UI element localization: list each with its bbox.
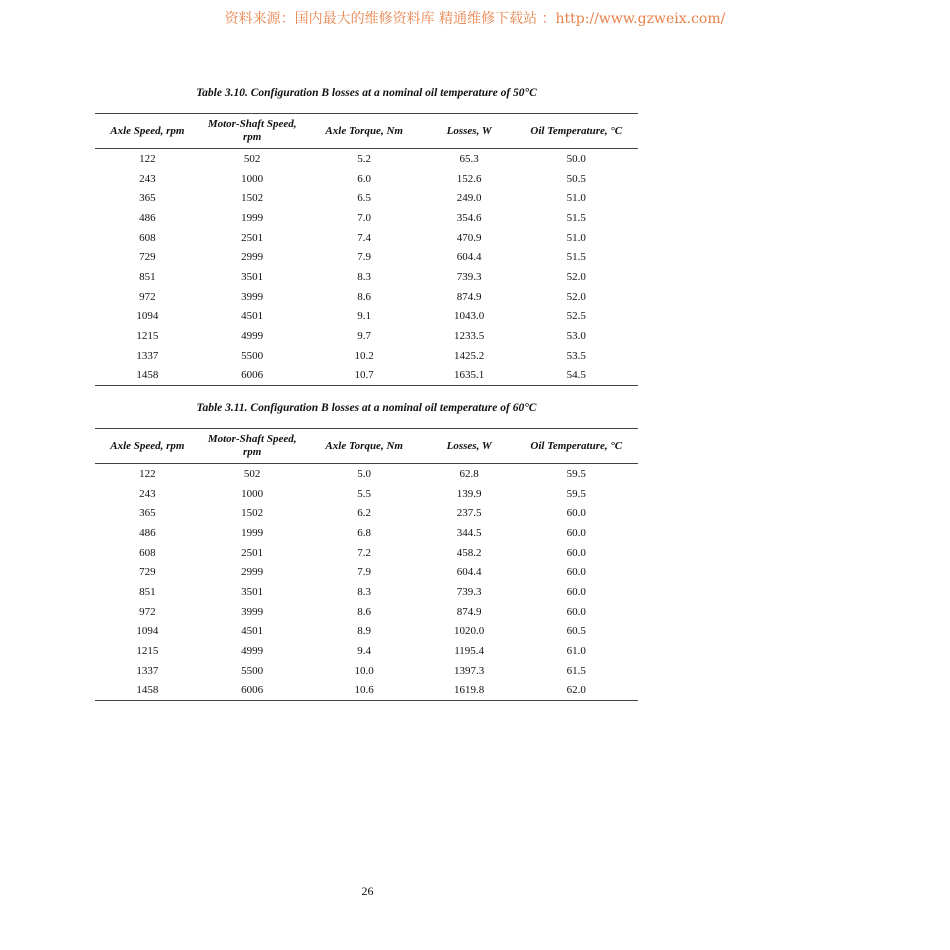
oil-temperature-cell: 51.5 xyxy=(566,251,586,264)
oil-temperature-cell: 59.5 xyxy=(566,467,586,480)
axle-torque-cell: 8.9 xyxy=(357,625,372,638)
oil-temperature-cell: 52.0 xyxy=(566,290,586,303)
motor-shaft-speed-cell: 5500 xyxy=(241,664,264,677)
table-3-11 xyxy=(95,428,638,701)
oil-temperature-cell: 51.0 xyxy=(566,192,586,205)
losses-cell: 1043.0 xyxy=(454,310,485,323)
motor-shaft-speed-cell: 3999 xyxy=(241,605,264,618)
table-row xyxy=(95,641,638,661)
oil-temperature-cell: 61.0 xyxy=(566,645,586,658)
losses-cell: 1397.3 xyxy=(454,664,485,677)
axle-torque-cell: 7.2 xyxy=(357,546,372,559)
oil-temperature-cell: 59.5 xyxy=(566,487,586,500)
table-row xyxy=(95,307,638,327)
motor-shaft-speed-cell: 1999 xyxy=(241,211,264,224)
oil-temperature-cell: 54.5 xyxy=(566,369,586,382)
axle-speed-cell: 972 xyxy=(139,605,156,618)
motor-shaft-speed-cell: 1000 xyxy=(241,487,264,500)
oil-temperature-cell: 61.5 xyxy=(566,664,586,677)
axle-speed-cell: 243 xyxy=(139,487,156,500)
oil-temperature-cell: 52.5 xyxy=(566,310,586,323)
axle-torque-cell: 8.3 xyxy=(357,585,372,598)
axle-torque-cell: 6.2 xyxy=(357,507,372,520)
losses-cell: 739.3 xyxy=(456,270,482,283)
motor-shaft-speed-cell: 2999 xyxy=(241,566,264,579)
losses-cell: 1425.2 xyxy=(454,349,485,362)
table-row xyxy=(95,602,638,622)
axle-speed-cell: 729 xyxy=(139,251,156,264)
table-row xyxy=(95,287,638,307)
col-header-axle-torque: Axle Torque, Nm xyxy=(305,114,424,149)
table-row xyxy=(95,366,638,386)
axle-speed-cell: 1458 xyxy=(136,369,159,382)
losses-cell: 237.5 xyxy=(456,507,482,520)
losses-cell: 739.3 xyxy=(456,585,482,598)
table-row xyxy=(95,188,638,208)
motor-shaft-speed-cell: 2999 xyxy=(241,251,264,264)
table-row xyxy=(95,208,638,228)
table-row xyxy=(95,169,638,189)
table-row xyxy=(95,681,638,701)
motor-shaft-speed-cell: 2501 xyxy=(241,231,264,244)
table-3-11-body xyxy=(95,464,638,701)
col-header-axle-speed: Axle Speed, rpm xyxy=(95,429,200,464)
table-row xyxy=(95,326,638,346)
axle-speed-cell: 1458 xyxy=(136,684,159,697)
table-row xyxy=(95,247,638,267)
axle-speed-cell: 1094 xyxy=(136,310,159,323)
table-row xyxy=(95,267,638,287)
losses-cell: 354.6 xyxy=(456,211,482,224)
table-row xyxy=(95,661,638,681)
motor-shaft-speed-cell: 6006 xyxy=(241,684,264,697)
axle-speed-cell: 1215 xyxy=(136,645,159,658)
axle-speed-cell: 851 xyxy=(139,585,156,598)
motor-shaft-speed-cell: 3999 xyxy=(241,290,264,303)
losses-cell: 1195.4 xyxy=(454,645,485,658)
oil-temperature-cell: 53.5 xyxy=(566,349,586,362)
axle-speed-cell: 1337 xyxy=(136,349,159,362)
col-header-motor-shaft-speed: Motor-Shaft Speed, rpm xyxy=(200,429,305,464)
losses-cell: 249.0 xyxy=(456,192,482,205)
motor-shaft-speed-cell: 2501 xyxy=(241,546,264,559)
oil-temperature-cell: 51.0 xyxy=(566,231,586,244)
axle-speed-cell: 486 xyxy=(139,526,156,539)
motor-shaft-speed-cell: 502 xyxy=(243,467,261,480)
table-row xyxy=(95,562,638,582)
table-header-row xyxy=(95,114,638,149)
table-row xyxy=(95,464,638,484)
axle-speed-cell: 122 xyxy=(139,467,156,480)
table-header-row xyxy=(95,429,638,464)
oil-temperature-cell: 51.5 xyxy=(566,211,586,224)
losses-cell: 458.2 xyxy=(456,546,482,559)
axle-speed-cell: 122 xyxy=(139,152,156,165)
axle-speed-cell: 486 xyxy=(139,211,156,224)
axle-torque-cell: 10.7 xyxy=(354,369,374,382)
motor-shaft-speed-cell: 4999 xyxy=(241,645,264,658)
table-3-10-caption: Table 3.10. Configuration B losses at a nominal oil temperature of 50°C xyxy=(196,87,537,99)
axle-torque-cell: 7.4 xyxy=(357,231,372,244)
motor-shaft-speed-cell: 4999 xyxy=(241,330,264,343)
axle-torque-cell: 5.5 xyxy=(357,487,372,500)
losses-cell: 62.8 xyxy=(459,467,479,480)
col-header-motor-shaft-speed: Motor-Shaft Speed, rpm xyxy=(200,114,305,149)
oil-temperature-cell: 60.0 xyxy=(566,526,586,539)
oil-temperature-cell: 60.0 xyxy=(566,585,586,598)
col-header-axle-speed: Axle Speed, rpm xyxy=(95,114,200,149)
axle-torque-cell: 7.0 xyxy=(357,211,372,224)
table-row xyxy=(95,484,638,504)
motor-shaft-speed-cell: 4501 xyxy=(241,310,264,323)
col-header-losses: Losses, W xyxy=(424,429,515,464)
losses-cell: 874.9 xyxy=(456,605,482,618)
motor-shaft-speed-cell: 3501 xyxy=(241,270,264,283)
table-row xyxy=(95,543,638,563)
source-watermark: 资料来源：国内最大的维修资料库 精通维修下载站 ：http://www.gzweix.com/ xyxy=(224,11,726,27)
axle-torque-cell: 10.2 xyxy=(354,349,374,362)
axle-speed-cell: 729 xyxy=(139,566,156,579)
axle-torque-cell: 10.6 xyxy=(354,684,374,697)
axle-torque-cell: 6.0 xyxy=(357,172,372,185)
losses-cell: 1635.1 xyxy=(454,369,485,382)
motor-shaft-speed-cell: 502 xyxy=(243,152,261,165)
oil-temperature-cell: 53.0 xyxy=(566,330,586,343)
axle-speed-cell: 608 xyxy=(139,546,156,559)
table-3-10 xyxy=(95,113,638,386)
col-header-oil-temperature: Oil Temperature, °C xyxy=(515,114,638,149)
axle-speed-cell: 243 xyxy=(139,172,156,185)
axle-speed-cell: 365 xyxy=(139,507,156,520)
motor-shaft-speed-cell: 6006 xyxy=(241,369,264,382)
axle-torque-cell: 6.5 xyxy=(357,192,372,205)
table-row xyxy=(95,149,638,169)
axle-torque-cell: 10.0 xyxy=(354,664,374,677)
axle-speed-cell: 365 xyxy=(139,192,156,205)
axle-torque-cell: 7.9 xyxy=(357,251,372,264)
losses-cell: 139.9 xyxy=(456,487,482,500)
losses-cell: 874.9 xyxy=(456,290,482,303)
page-number: 26 xyxy=(361,884,374,898)
table-row xyxy=(95,503,638,523)
oil-temperature-cell: 50.5 xyxy=(566,172,586,185)
losses-cell: 604.4 xyxy=(456,566,482,579)
table-3-11-caption: Table 3.11. Configuration B losses at a nominal oil temperature of 60°C xyxy=(196,402,537,414)
losses-cell: 65.3 xyxy=(459,152,479,165)
motor-shaft-speed-cell: 1999 xyxy=(241,526,264,539)
axle-torque-cell: 6.8 xyxy=(357,526,372,539)
table-row xyxy=(95,523,638,543)
motor-shaft-speed-cell: 1502 xyxy=(241,192,264,205)
axle-torque-cell: 9.7 xyxy=(357,330,372,343)
axle-speed-cell: 972 xyxy=(139,290,156,303)
axle-speed-cell: 851 xyxy=(139,270,156,283)
oil-temperature-cell: 60.0 xyxy=(566,546,586,559)
col-header-axle-torque: Axle Torque, Nm xyxy=(305,429,424,464)
axle-speed-cell: 1215 xyxy=(136,330,159,343)
axle-torque-cell: 9.1 xyxy=(357,310,372,323)
axle-torque-cell: 8.3 xyxy=(357,270,372,283)
table-row xyxy=(95,228,638,248)
axle-torque-cell: 5.2 xyxy=(357,152,372,165)
oil-temperature-cell: 52.0 xyxy=(566,270,586,283)
losses-cell: 344.5 xyxy=(456,526,482,539)
motor-shaft-speed-cell: 1502 xyxy=(241,507,264,520)
table-3-10-body xyxy=(95,149,638,386)
table-row xyxy=(95,582,638,602)
axle-torque-cell: 5.0 xyxy=(357,467,372,480)
oil-temperature-cell: 60.0 xyxy=(566,507,586,520)
losses-cell: 1619.8 xyxy=(454,684,485,697)
oil-temperature-cell: 60.0 xyxy=(566,605,586,618)
losses-cell: 1020.0 xyxy=(454,625,485,638)
col-header-losses: Losses, W xyxy=(424,114,515,149)
oil-temperature-cell: 50.0 xyxy=(566,152,586,165)
axle-torque-cell: 8.6 xyxy=(357,605,372,618)
motor-shaft-speed-cell: 3501 xyxy=(241,585,264,598)
axle-torque-cell: 8.6 xyxy=(357,290,372,303)
motor-shaft-speed-cell: 1000 xyxy=(241,172,264,185)
oil-temperature-cell: 60.0 xyxy=(566,566,586,579)
oil-temperature-cell: 60.5 xyxy=(566,625,586,638)
axle-torque-cell: 7.9 xyxy=(357,566,372,579)
axle-torque-cell: 9.4 xyxy=(357,645,372,658)
motor-shaft-speed-cell: 4501 xyxy=(241,625,264,638)
losses-cell: 1233.5 xyxy=(454,330,485,343)
col-header-oil-temperature: Oil Temperature, °C xyxy=(515,429,638,464)
axle-speed-cell: 608 xyxy=(139,231,156,244)
losses-cell: 470.9 xyxy=(456,231,482,244)
table-row xyxy=(95,622,638,642)
axle-speed-cell: 1337 xyxy=(136,664,159,677)
table-row xyxy=(95,346,638,366)
axle-speed-cell: 1094 xyxy=(136,625,159,638)
oil-temperature-cell: 62.0 xyxy=(566,684,586,697)
losses-cell: 152.6 xyxy=(456,172,482,185)
losses-cell: 604.4 xyxy=(456,251,482,264)
motor-shaft-speed-cell: 5500 xyxy=(241,349,264,362)
